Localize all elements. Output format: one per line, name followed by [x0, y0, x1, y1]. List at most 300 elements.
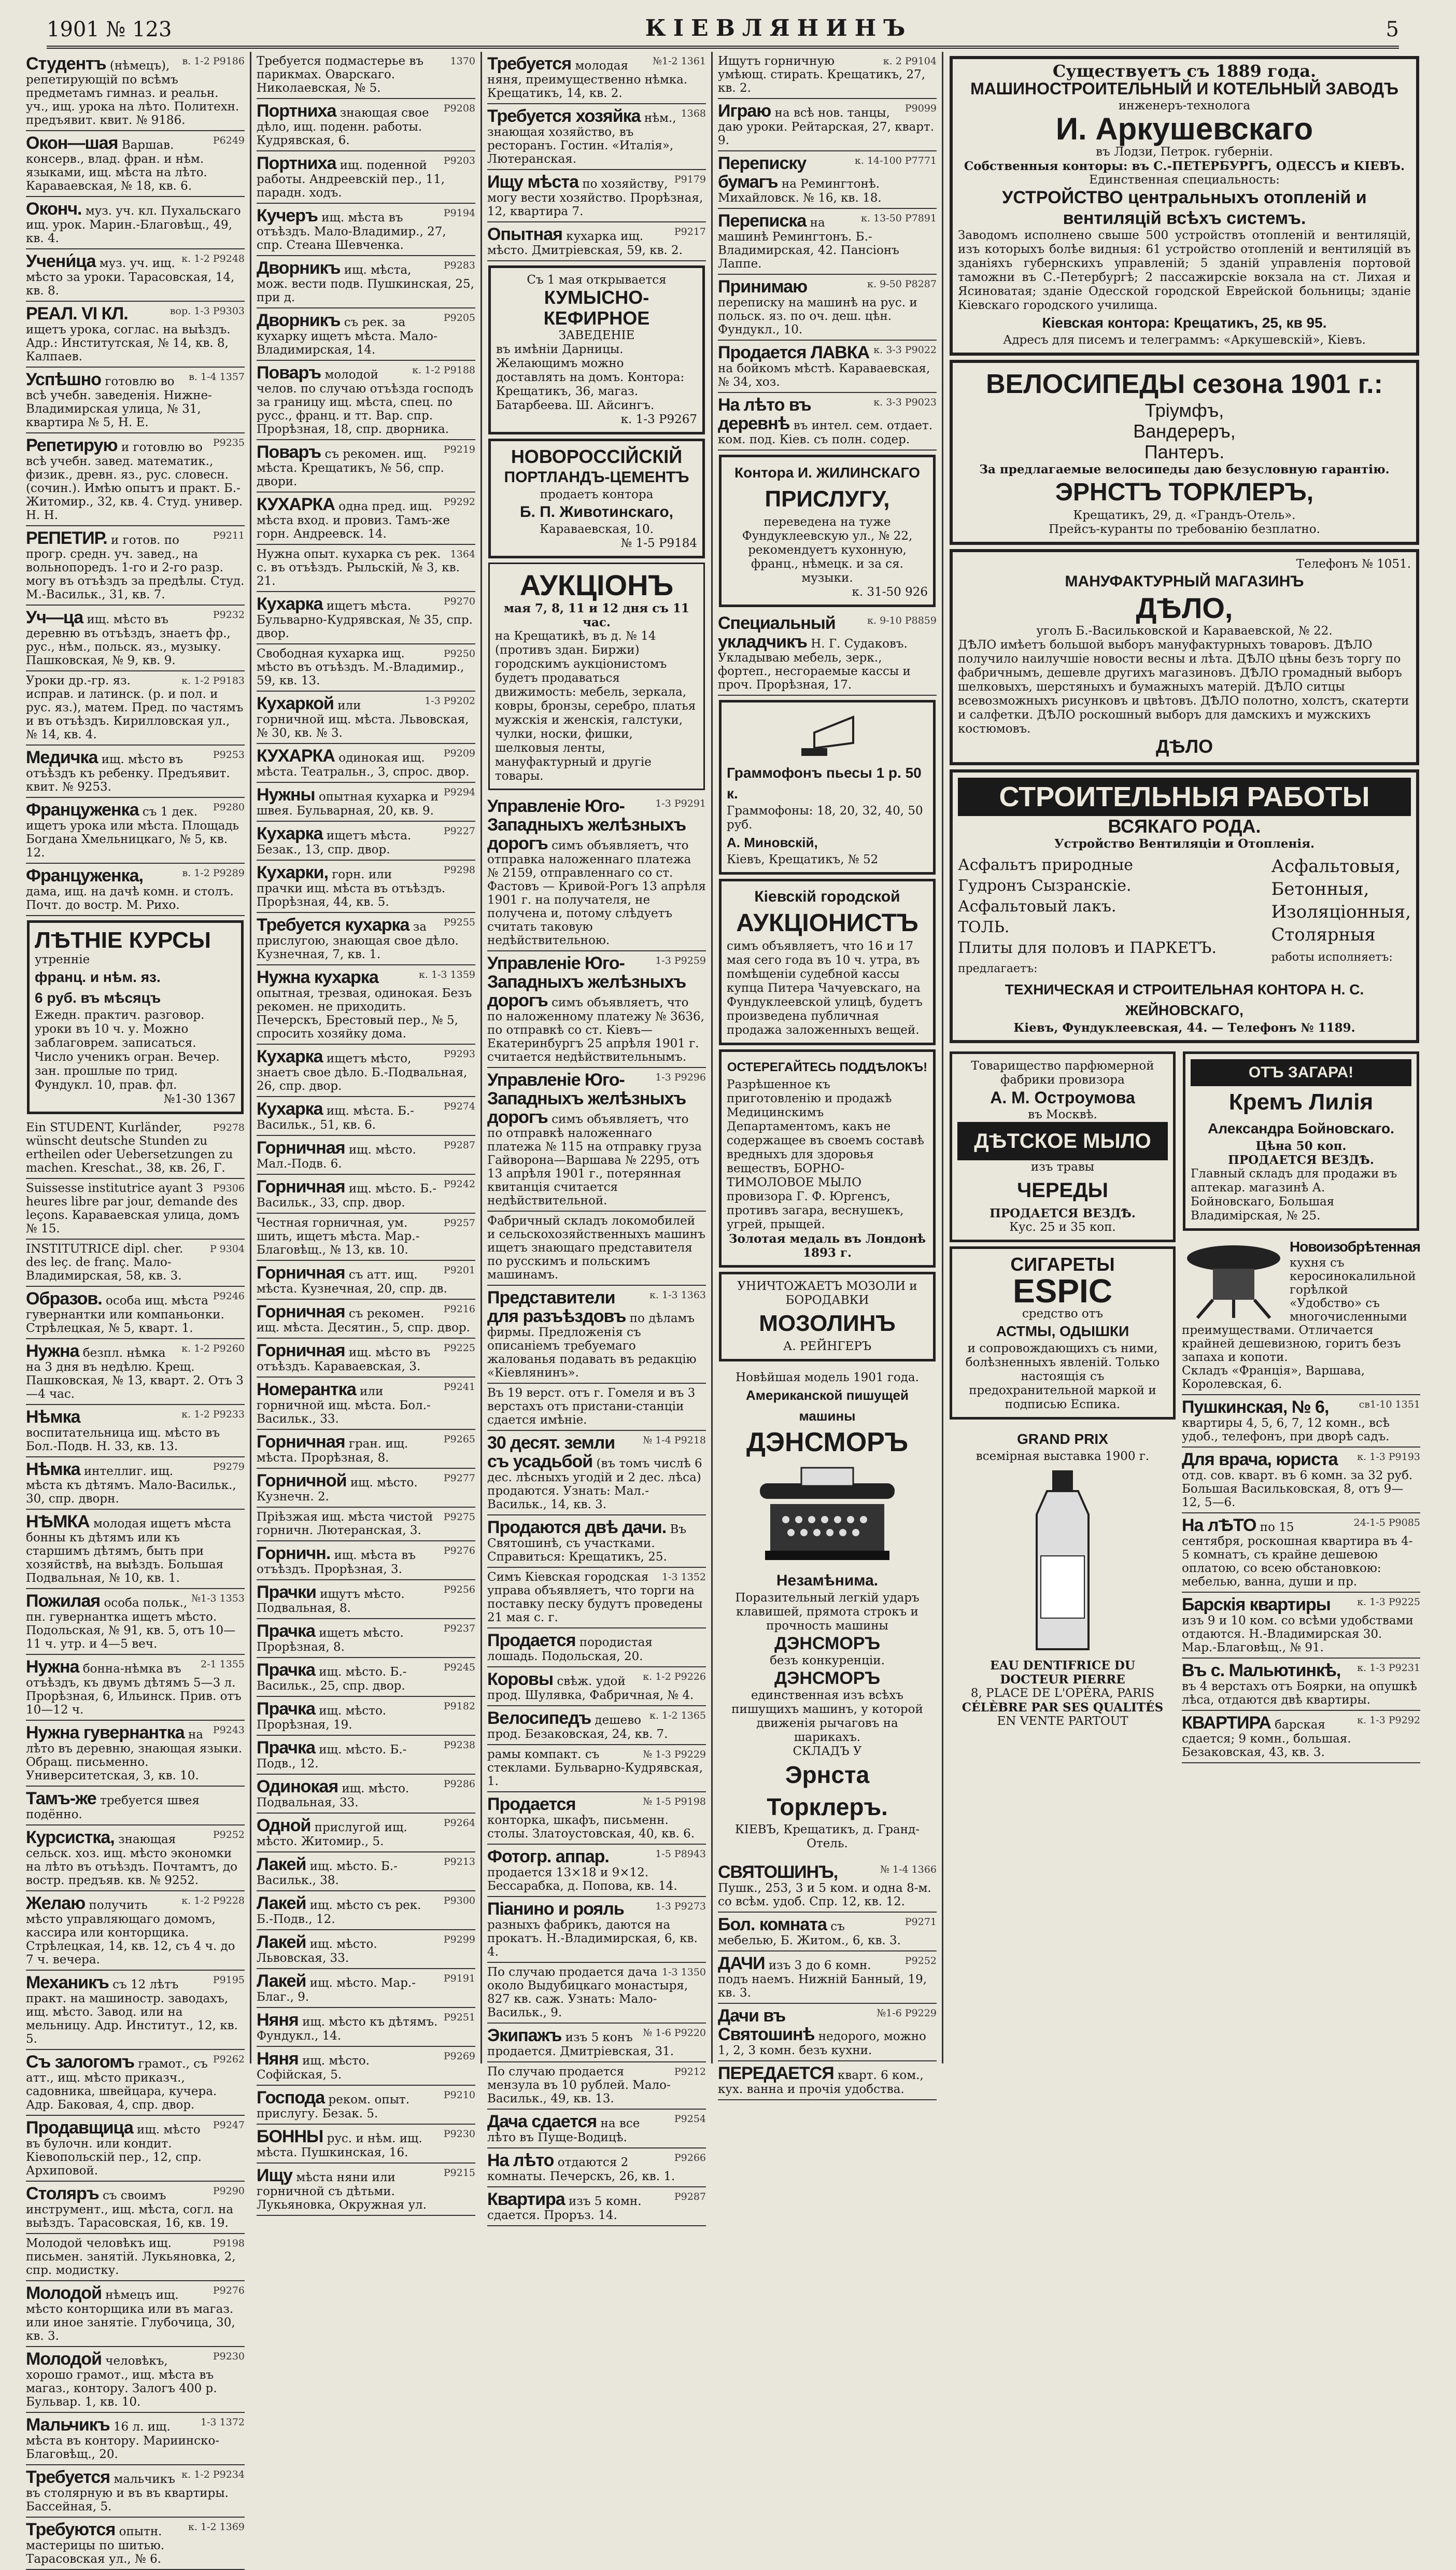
ad-heading: Экипажъ: [487, 2026, 562, 2045]
ad-body: ищ. мѣста, мож. вести подв. Пушкинская, 25, при д.: [257, 263, 474, 304]
ad-body: Ein STUDENT, Kurländer, wünscht deutsche Stunden zu ertheilen oder Uebersetzungen zu machen. Kreschat., 38, кв. 26, Г.: [26, 1121, 233, 1175]
ad-body: Фабричный складъ локомобилей и сельскохозяйственныхъ машинъ ищетъ знающаго представителя по русскимъ и польскимъ машинамъ.: [487, 1214, 705, 1282]
ad-code: Р6249: [213, 135, 245, 146]
ad-code: Р9275: [443, 1511, 475, 1523]
ad-code: к. 9-10 Р8859: [867, 615, 937, 626]
ad-code: к. 1-2 Р9248: [181, 253, 245, 264]
classified-ad: [257, 1175, 475, 1214]
arkushevsky-ad: [950, 56, 1419, 356]
classified-ad: [487, 2062, 706, 2110]
soap-warning: ОСТЕРЕГАЙТЕСЬ ПОДДѢЛОКЪ!: [727, 1060, 928, 1074]
classified-ad: [257, 1814, 475, 1852]
ad-body: отд. сов. кварт. въ 6 комн. за 32 руб. Большая Васильковская, 8, отъ 9—12, 5—6.: [1182, 1469, 1413, 1509]
classified-ad: [718, 2004, 937, 2061]
classified-ad: [257, 1775, 475, 1814]
classified-ad: [487, 1745, 706, 1792]
classified-ad: [257, 2125, 475, 2164]
ad-heading: Дача сдается: [487, 2112, 597, 2131]
ad-heading: Специальный укладчикъ: [718, 613, 836, 652]
ad-body: съ 1 дек. ищетъ урока или мѣста. Площадь Богдана Хмельницкаго, № 5, кв. 12.: [26, 805, 239, 860]
ad-heading: На лѢТО: [1182, 1515, 1256, 1535]
ad-code: Р9265: [443, 1434, 475, 1445]
constr-l3: Асфальтовый лакъ.: [958, 897, 1116, 916]
classified-ad: [1182, 1659, 1420, 1711]
ad-heading: Продается: [487, 1794, 576, 1814]
classified-ad: [26, 671, 245, 746]
page-number: 5: [1386, 18, 1399, 41]
ad-code: Р9099: [904, 103, 937, 114]
delo-store-ad: [950, 549, 1419, 765]
classified-ad: [26, 302, 245, 368]
column-1: [21, 52, 251, 2566]
ad-heading: Горничная: [257, 1138, 345, 1158]
ad-code: Р9250: [443, 648, 475, 659]
ad-code: № 1-4 1366: [880, 1864, 937, 1875]
ad-code: Р9245: [443, 1662, 475, 1673]
ad-heading: Репетирую: [26, 436, 118, 455]
ostr-t5: изъ травы: [1030, 1160, 1095, 1174]
classified-ad: [487, 951, 706, 1068]
constr-r2: Бетонныя,: [1271, 879, 1369, 900]
classified-ad: [718, 52, 937, 99]
constr-lists: [958, 855, 1411, 979]
ad-code: к. 1-3 Р9292: [1357, 1715, 1420, 1726]
ad-body: интеллиг. ищ. мѣста къ дѣтямъ. Мало-Васильк., 30, спр. дворн.: [26, 1465, 236, 1506]
classified-ad: [26, 2050, 245, 2116]
ostr-t7: ПРОДАЕТСЯ ВЕЗДѢ.: [989, 1206, 1136, 1220]
grand-t3: CÉLÈBRE PAR SES QUALITÉS: [962, 1701, 1164, 1715]
classified-ad: [257, 308, 475, 361]
ad-code: Р9179: [674, 174, 706, 185]
ad-code: Р9213: [443, 1856, 475, 1867]
ad-body: нѣм., знающая хозяйство, въ ресторанъ. Гостин. «Италія», Лютеранская.: [487, 111, 676, 166]
classified-ad: [257, 1697, 475, 1736]
ad-heading: Дачи въ Святошинѣ: [718, 2006, 815, 2044]
ad-code: Р9286: [443, 1778, 475, 1790]
classified-ad: [26, 368, 245, 433]
constr-l5: Плиты для половъ и ПАРКЕТЪ.: [958, 939, 1217, 957]
classified-ad: [26, 526, 245, 606]
ad-code: Р9237: [443, 1623, 475, 1634]
ad-body: и готовлю во всѣ учебн. завед. математик., физик., древн. яз., рус. словесн. (сочин.). Имѣю опытъ и практ. Б.-Житомир., 32, кв. 4. Студ. универ. Н. Н.: [26, 441, 243, 522]
ad-body: и готов. по прогр. средн. уч. завед., на вольнопоредъ. 1-го и 2-го разр. могу въ отъѣздъ за предѣлы. Студ. М.-Васильк., 31, кв. 7.: [26, 533, 245, 601]
ad-body: разныхъ фабрикъ, даются на прокатъ. Н.-Владимирская, 6, кв. 4.: [487, 1918, 698, 1959]
city-auctioneer-t2: АУКЦІОНИСТЪ: [736, 909, 918, 937]
courses-lang: франц. и нѣм. яз.: [35, 969, 161, 985]
ad-heading: Бол. комната: [718, 1915, 827, 1934]
ad-code: Р9208: [443, 103, 475, 114]
typewriter-ad: [719, 1366, 936, 1856]
ad-code: Р9256: [443, 1584, 475, 1595]
cement-ad: [488, 439, 705, 558]
espic-t2: ESPIC: [1012, 1272, 1113, 1310]
typewriter-t6: ДЭНСМОРЪ: [774, 1668, 881, 1688]
ad-code: Р9298: [443, 864, 475, 876]
ad-body: симъ объявляетъ, что отправка наложеннаго платежа № 2159, отправленнаго со ст. Фастовъ — Кривой-Рогъ 13 апрѣля 1901 г. на получателя, не получена и, потому слѣдуетъ считать таковую недѣйствительною.: [487, 839, 706, 947]
ad-heading: Пушкинская, № 6,: [1182, 1397, 1329, 1417]
ostr-t3: въ Москвѣ.: [1028, 1108, 1097, 1121]
ad-code: в. 1-2 Р9186: [182, 55, 245, 67]
classified-ad: [257, 1619, 475, 1658]
ad-heading: Одинокая: [257, 1777, 338, 1796]
classified-ad: [257, 151, 475, 204]
ad-body: по 15 сентября, роскошная квартира въ 4-5 комнатъ, съ крайне дешевою оплатою, со всею обстановкою: мебелью, ванна, души и пр.: [1182, 1521, 1413, 1589]
classified-ad: [26, 1240, 245, 1287]
constr-right: [1271, 855, 1411, 979]
ad-body: Suissesse institutrice ayant 3 heures libre par jour, demande des leçons. Караваевская улица, домъ № 15.: [26, 1182, 240, 1235]
bicycles-ad: [950, 360, 1419, 545]
classified-ad: [487, 1628, 706, 1667]
ad-body: съ рекомен. ищ. мѣста. Крещатикъ, № 56, спр. двори.: [257, 447, 444, 488]
classified-ad: [257, 99, 475, 151]
ad-code: №1-3 1353: [191, 1593, 245, 1604]
classified-ad: [257, 1930, 475, 1969]
ad-body: конторка, шкафъ, письменн. столы. Златоустовская, 40, кв. 6.: [487, 1814, 695, 1841]
bike-t5: За предлагаемые велосипеды даю безусловную гарантію.: [979, 462, 1390, 476]
classified-ad: [257, 2086, 475, 2125]
zhilinsky-title: Контора И. ЖИЛИНСКАГО: [734, 465, 920, 481]
ad-code: Р9230: [443, 2128, 475, 2140]
ad-body: Пушк., 253, 3 и 5 ком. и одна 8-м. со всѣм. удоб. Спр. 12, кв. 12.: [718, 1881, 931, 1908]
classified-ad: [1182, 1513, 1420, 1593]
ad-heading: КВАРТИРА: [1182, 1713, 1271, 1733]
ad-code: Р9290: [213, 2185, 245, 2197]
ad-heading: Желаю: [26, 1893, 86, 1913]
ad-heading: Піанино и рояль: [487, 1899, 624, 1919]
ad-body: нѣмецъ ищ. мѣсто конторщика или въ магаз. или иное занятіе. Глубочица, 30, кв. 3.: [26, 2288, 235, 2343]
classified-ad: [257, 52, 475, 99]
ad-body: Симъ Кіевская городская управа объявляетъ, что торги на поставку песку будутъ проведены 21 мая с. г.: [487, 1570, 703, 1624]
classified-ad: [257, 361, 475, 440]
ad-code: Р9254: [674, 2113, 706, 2125]
classified-ad: [257, 1097, 475, 1136]
ad-code: Р9198: [213, 2238, 245, 2249]
classified-ad: [257, 692, 475, 744]
ad-body: ищ. мѣсто въ отъѣздъ. Караваевская, 3.: [257, 1346, 431, 1373]
cement-title1: НОВОРОССІЙСКІЙ: [511, 446, 683, 467]
ad-body: симъ объявляетъ, что по наложенному платежу № 3636, по отправкѣ со ст. Кіевъ—Екатеринбургъ 25 апрѣля 1901 г. считается недѣйствительнымъ.: [487, 996, 704, 1064]
classified-ad: [26, 2413, 245, 2465]
column-2: [251, 52, 482, 2212]
ad-code: к. 2 Р9104: [883, 55, 937, 67]
ad-code: Р9287: [674, 2191, 706, 2202]
ad-code: к. 1-3 Р9193: [1357, 1451, 1420, 1463]
cement-sub: продаетъ контора: [540, 488, 654, 501]
classified-ad: [26, 1339, 245, 1405]
typewriter-body: Поразительный легкій ударъ клавишей, прямота строкъ и прочность машины: [735, 1591, 920, 1633]
ad-heading: Дворникъ: [257, 258, 341, 278]
bike-t1: ВЕЛОСИПЕДЫ сезона 1901 г.:: [986, 369, 1383, 399]
ad-code: Р9251: [443, 2012, 475, 2023]
ad-heading: Курсистка,: [26, 1828, 115, 1847]
col5-lower-right: [1182, 1047, 1420, 1763]
ad-heading: Ищу: [257, 2166, 293, 2185]
classified-ad: [257, 1852, 475, 1891]
ad-code: св1-10 1351: [1359, 1399, 1420, 1410]
ad-code: к. 1-3 Р9225: [1357, 1596, 1420, 1608]
classified-ad: [487, 1897, 706, 1963]
ad-code: 1-3 Р9259: [655, 955, 706, 966]
classified-ad: [718, 151, 937, 209]
ad-heading: Нѣмка: [26, 1459, 80, 1479]
childrens-soap-ad: [950, 1051, 1176, 1242]
ad-body: опытная, трезвая, одинокая. Безъ рекомен. не приходить. Печерскъ, Брестовый пер., № 5, спросить хозяйку дома.: [257, 987, 472, 1041]
ad-code: №1-2 1361: [653, 55, 706, 67]
typewriter-pre: Новѣйшая модель 1901 года.: [736, 1371, 919, 1384]
ad-body: По случаю продается мензула въ 10 рублей. Мало-Васильк., 49, кв. 13.: [487, 2065, 671, 2105]
construction-ad: [950, 769, 1419, 1043]
bike-t2: Тріумфъ,: [1144, 400, 1224, 421]
ad-code: к. 3-3 Р9022: [873, 344, 937, 356]
ad-heading: Управленіе Юго-Западныхъ желѣзныхъ дорогъ: [487, 796, 686, 853]
classified-ad: [718, 341, 937, 393]
ad-heading: Представители для разъѣздовъ: [487, 1288, 626, 1326]
ad-heading: 30 десят. земли съ усадьбой: [487, 1433, 615, 1471]
ad-body: дешево прод. Безаковская, 24, кв. 7.: [487, 1714, 668, 1741]
ad-heading: Продаются двѣ дачи.: [487, 1518, 667, 1537]
ad-body: въ 4 верстахъ отъ Боярки, на опушкѣ лѣса, отдаются двѣ квартиры.: [1182, 1680, 1417, 1707]
ad-body: съ атт. ищ. мѣста. Кузнечная, 20, спр. дв.: [257, 1268, 447, 1296]
classified-ad: [257, 440, 475, 493]
ad-body: ищ. мѣста въ отъѣздъ. Прорѣзная, 3.: [257, 1549, 416, 1576]
ad-body: прислугой ищ. мѣсто. Житомир., 5.: [257, 1821, 407, 1848]
ad-body: знающая свое дѣло, ищ. поденн. работы. Кудрявская, 6.: [257, 106, 429, 147]
ad-body: грамот., съ атт., ищ. мѣсто приказч., садовника, швейцара, кучера. Адр. Баковая, 4, спр. двор.: [26, 2057, 217, 2112]
delo-t1: МАНУФАКТУРНЫЙ МАГАЗИНЪ: [1065, 573, 1304, 590]
ad-heading: Лакей: [257, 1932, 306, 1952]
classified-ad: [26, 2281, 245, 2347]
ad-heading: Кухарка: [257, 1047, 323, 1066]
ad-heading: Управленіе Юго-Западныхъ желѣзныхъ дорогъ: [487, 1070, 686, 1127]
ad-heading: Лакей: [257, 1971, 306, 1991]
zhilinsky-code: к. 31-50 926: [852, 585, 928, 599]
ad-body: одна пред. ищ. мѣста вход. и провиз. Тамъ-же горн. Андреевск. 14.: [257, 500, 450, 541]
classified-ad: [26, 2347, 245, 2413]
classified-ad: [26, 1787, 245, 1825]
stove-hd: Новоизобрѣтенная: [1290, 1239, 1420, 1255]
ad-code: к. 1-2 1365: [649, 1710, 706, 1721]
ad-body: Варшав. консерв., влад. фран. и нѣм. языками, ищ. мѣста на лѣто. Караваевская, № 18, кв. 6.: [26, 138, 207, 193]
classified-ad: [257, 822, 475, 861]
classified-ad: [26, 746, 245, 798]
ad-body: переписку на машинѣ на рус. и польск. яз. по оч. деш. цѣн. Фундукл., 10.: [718, 296, 917, 336]
ad-body: одинокая ищ. мѣста. Театральн., 3, спрос. двор.: [257, 751, 470, 779]
ad-heading: Молодой: [26, 2283, 102, 2303]
ad-code: Р9211: [213, 530, 245, 541]
ad-body: ищ. мѣста. Б.-Васильк., 51, кв. 6.: [257, 1104, 414, 1132]
classified-ad: [26, 864, 245, 916]
classified-ad: [26, 2116, 245, 2182]
ad-body: мѣста няни или горничной съ дѣтьми. Лукьяновка, Окружная ул.: [257, 2171, 427, 2212]
ad-body: ищ. мѣсто къ дѣтямъ. Фундукл., 14.: [257, 2015, 438, 2043]
ad-body: съ мебелью, Б. Житом., 6, кв. 3.: [718, 1920, 901, 1947]
ostr-t1: Товарищество парфюмерной фабрики провизора: [971, 1059, 1154, 1087]
ostr-t2: А. М. Остроумова: [990, 1088, 1135, 1107]
ad-code: Р 9304: [209, 1243, 245, 1255]
typewriter-t4: ДЭНСМОРЪ: [774, 1634, 881, 1653]
gramophone-seller: А. Миновскій,: [727, 835, 818, 850]
cement-code: № 1-5 Р9184: [620, 537, 697, 550]
ad-heading: Кучеръ: [257, 206, 318, 226]
ad-heading: Кухаркой: [257, 694, 334, 713]
ad-code: Р9292: [443, 496, 475, 508]
ad-heading: Кухарка: [257, 594, 323, 614]
column-5: [943, 52, 1425, 2063]
ad-heading: Прачка: [257, 1738, 315, 1758]
kumys-body: въ имѣніи Дарницы. Желающимъ можно доставлять на домъ. Контора: Крещатикъ, 36, магаз. Батарбеева. Ш. Айсингъ.: [496, 343, 685, 412]
ad-code: Р9276: [213, 2285, 245, 2296]
classified-ad: [487, 1431, 706, 1515]
ad-body: знающая сельск. хоз. ищ. мѣсто экономки на лѣто въ отъѣздъ. Почтамтъ, до востр. предъяв. кв. № 9252.: [26, 1833, 238, 1887]
grand-expo: всемірная выставка 1900 г.: [976, 1450, 1150, 1463]
ad-body: или горничной ищ. мѣста. Львовская, № 30, кв. № 3.: [257, 699, 469, 740]
ad-code: Р9293: [443, 1048, 475, 1060]
gramophone-models: Граммофоны: 18, 20, 32, 40, 50 руб.: [727, 804, 923, 832]
ad-heading: Окон—шая: [26, 133, 118, 153]
delo-t3: уголъ Б.-Васильковской и Караваевской, № 22.: [1036, 624, 1333, 638]
zhilinsky-ad: [719, 455, 936, 607]
stove-body: кухня съ керосинокалильной горѣлкой «Удобство» съ многочисленными преимуществами. Отличается крайней дешевизною, горитъ безъ запаха и копоти.: [1182, 1256, 1416, 1364]
ad-code: 1-3 Р9202: [425, 695, 475, 707]
ad-heading: Прачки: [257, 1582, 316, 1602]
ad-heading: КУХАРКА: [257, 746, 335, 766]
classified-ad: [487, 2187, 706, 2226]
typewriter-t8: Эрнста Торклеръ.: [767, 1761, 888, 1820]
classified-ad: [257, 592, 475, 644]
typewriter-illustration: [750, 1463, 905, 1566]
ark-t2: МАШИНОСТРОИТЕЛЬНЫЙ И КОТЕЛЬНЫЙ ЗАВОДЪ: [970, 79, 1398, 98]
constr-l2: Гудронъ Сызранскіе.: [958, 877, 1132, 895]
ad-heading: Медичка: [26, 748, 98, 767]
espic-body: и сопровождающихъ съ ними, болѣзненныхъ явленій. Только настоящія съ предохранительной маркой и подписью Еспика.: [965, 1342, 1160, 1411]
ad-body: молодой челов. по случаю отъѣзда господъ за границу ищ. мѣста, спец. по русс., франц. и тт. Вар. спр. Прорѣзная, 18, спр. дворника.: [257, 368, 474, 436]
ad-heading: Съ залогомъ: [26, 2052, 135, 2072]
classified-ad: [257, 744, 475, 783]
ad-body: на лѣто въ деревню, знающая языки. Обращ. письменно. Университетская, 3, кв. 10.: [26, 1728, 243, 1782]
classified-ad: [1182, 1711, 1420, 1763]
classified-ad: [257, 256, 475, 308]
ad-heading: Требуется кухарка: [257, 915, 409, 935]
classified-ad: [257, 1580, 475, 1619]
ad-heading: Француженка,: [26, 866, 143, 886]
ad-heading: Прачка: [257, 1660, 315, 1680]
classified-ad: [26, 1721, 245, 1787]
ad-code: Р9266: [674, 2152, 706, 2164]
ad-body: бонна-нѣмка въ отъѣздъ, къ двумъ дѣтямъ 5—3 л. Прорѣзная, 6, Ильинск. Прив. отъ 10—12 ч.: [26, 1662, 242, 1717]
col4-bottom-body: кварт. 6 ком., кух. ванна и прочія удобства.: [718, 2069, 924, 2096]
lily-body: Главный складъ для продажи въ аптекар. магазинѣ А. Бойновскаго, Большая Владимірская, № 25.: [1191, 1167, 1397, 1223]
ad-heading: СВЯТОШИНЪ,: [718, 1862, 838, 1882]
ad-code: Р9276: [443, 1545, 475, 1556]
classified-ad: [257, 1378, 475, 1430]
espic-t1: СИГАРЕТЫ: [1010, 1254, 1115, 1275]
ark-t5: въ Лодзи, Петрок. губерніи.: [1096, 145, 1273, 159]
classified-ad: [718, 209, 937, 275]
ad-heading: Мальчикъ: [26, 2415, 110, 2435]
classified-ad: [487, 1515, 706, 1568]
ad-code: № 1-4 Р9218: [643, 1435, 706, 1446]
classified-ad: [257, 1736, 475, 1775]
ad-body: ищетъ мѣста. Безак., 13, спр. двор.: [257, 829, 412, 856]
classified-ad: [26, 2182, 245, 2234]
ad-code: Р9203: [443, 155, 475, 166]
courses-title: ЛѢТНІЕ КУРСЫ: [35, 928, 211, 953]
ad-code: Р9299: [443, 1934, 475, 1945]
ad-code: к. 1-2 Р9233: [181, 1409, 245, 1420]
ad-heading: Нужна: [26, 1657, 79, 1677]
ad-body: или горничной ищ. мѣста. Бол.-Васильк., 33.: [257, 1385, 431, 1426]
ad-heading: РЕАЛ. VI КЛ.: [26, 304, 128, 324]
ad-body: Уроки др.-гр. яз. исправ. и латинск. (р. и пол. и рус. яз.), матем. Пред. по частямъ и въ отъѣздъ. Кирилловская ул., № 14, кв. 4.: [26, 674, 244, 741]
gramophone-illustration: [796, 712, 858, 759]
ad-body: Въ Святошинѣ, съ участками. Справиться: Крещатикъ, 25.: [487, 1523, 687, 1564]
ad-heading: Молодой: [26, 2349, 102, 2369]
ad-code: Р9243: [213, 1724, 245, 1736]
classified-ad: [718, 99, 937, 151]
constr-t7: Кіевъ, Фундуклеевская, 44. — Телефонъ № 1189.: [1013, 1021, 1355, 1035]
ad-body: ищ. мѣсто. Кузнечн. 2.: [257, 1476, 418, 1504]
ad-code: № 1-3 Р9229: [643, 1749, 706, 1760]
soap-warning-body: Разрѣшенное къ приготовленію и продажѣ Медицинскимъ Департаментомъ, какъ не содержащее въ своемъ составѣ вредныхъ для здоровья веществъ, БОРНО-ТИМОЛОВОЕ МЫЛО провизора Г. Ф. Юргенсъ, противъ загара, веснушекъ, угрей, прыщей.: [727, 1078, 924, 1231]
ad-heading: Лакей: [257, 1855, 306, 1874]
classified-ad: [26, 1287, 245, 1339]
auction-body: на Крещатикѣ, въ д. № 14 (противъ здан. Биржи) городскимъ аукціонистомъ будетъ продаваться движимость: мебель, зеркала, ковры, бронзы, серебро, платья мужскія и женскія, галстуки, чулки, носки, фишки, шелковыя ленты, мануфактурный и другіе товары.: [495, 629, 696, 783]
ark-t6: Собственныя конторы: въ С.-ПЕТЕРБУРГЪ, ОДЕССЪ и КІЕВЪ.: [964, 159, 1405, 173]
ad-heading: ДАЧИ: [718, 1954, 765, 1973]
ad-code: 1364: [450, 549, 475, 560]
grand-addr: 8, PLACE DE L'OPÉRA, PARIS: [970, 1687, 1155, 1700]
ad-heading: Француженка: [26, 800, 139, 820]
ad-heading: Переписка: [718, 211, 807, 231]
bike-t3: Вандереръ,: [1133, 420, 1236, 442]
ad-heading: Портниха: [257, 153, 336, 173]
ad-body: мальчикъ въ столярную и въ въ квартиры. Бассейная, 5.: [26, 2473, 229, 2513]
ad-body: гран. ищ. мѣста. Прорѣзная, 8.: [257, 1437, 408, 1465]
ad-code: вор. 1-3 Р9303: [169, 305, 245, 317]
gramophone-price: Граммофонъ пьесы 1 р. 50 к.: [727, 765, 922, 802]
ad-code: Р9279: [213, 1461, 245, 1472]
ad-body: ищ. мѣсто. Софійская, 5.: [257, 2054, 370, 2082]
ad-body: Пріѣзжая ищ. мѣста чистой горничн. Лютеранская, 3.: [257, 1510, 433, 1537]
ad-heading: Господа: [257, 2088, 325, 2108]
ad-body: готовлю во всѣ учебн. заведенія. Нижне-Владимирская улица, № 31, квартира № 5, Н. Е.: [26, 375, 212, 429]
ad-code: в. 1-4 1357: [189, 371, 245, 383]
ad-body: опытн. мастерицы по шитью. Тарасовская ул., № 6.: [26, 2525, 165, 2566]
ad-heading: Портниха: [257, 101, 336, 121]
classified-ad: [257, 1045, 475, 1097]
espic-t4: АСТМЫ, ОДЫШКИ: [996, 1323, 1129, 1339]
classified-ad: [257, 2047, 475, 2086]
ad-code: Р9300: [443, 1895, 475, 1906]
ad-body: продается 13×18 и 9×12. Бессарабка, д. Попова, кв. 14.: [487, 1866, 677, 1893]
constr-left: [958, 855, 1217, 979]
classified-ad: [487, 170, 706, 222]
ad-heading: БОННЫ: [257, 2127, 323, 2146]
ad-heading: Няня: [257, 2049, 299, 2069]
classified-ad: [26, 1589, 245, 1655]
ostr-t4: ДѢТСКОЕ МЫЛО: [957, 1122, 1168, 1160]
classified-ad: [26, 52, 245, 131]
col5-lower-left: [949, 1047, 1177, 1763]
ad-body: изъ 9 и 10 ком. со всѣми удобствами отдаются. Н.-Владимирская 30. Мар.-Благовѣщ., № 91.: [1182, 1614, 1413, 1654]
ad-body: на все лѣто въ Пуще-Водицѣ.: [487, 2117, 640, 2144]
ad-body: По случаю продается дача около Выдубицкаго монастыря, 827 кв. саж. Узнать: Мало-Васильк., 9.: [487, 1965, 688, 2019]
ad-code: № 1-6 Р9220: [643, 2027, 706, 2039]
classified-ad: [257, 1339, 475, 1378]
ad-heading: РЕПЕТИР.: [26, 528, 107, 548]
classified-ad: [26, 2465, 245, 2518]
classified-ad: [257, 1300, 475, 1339]
